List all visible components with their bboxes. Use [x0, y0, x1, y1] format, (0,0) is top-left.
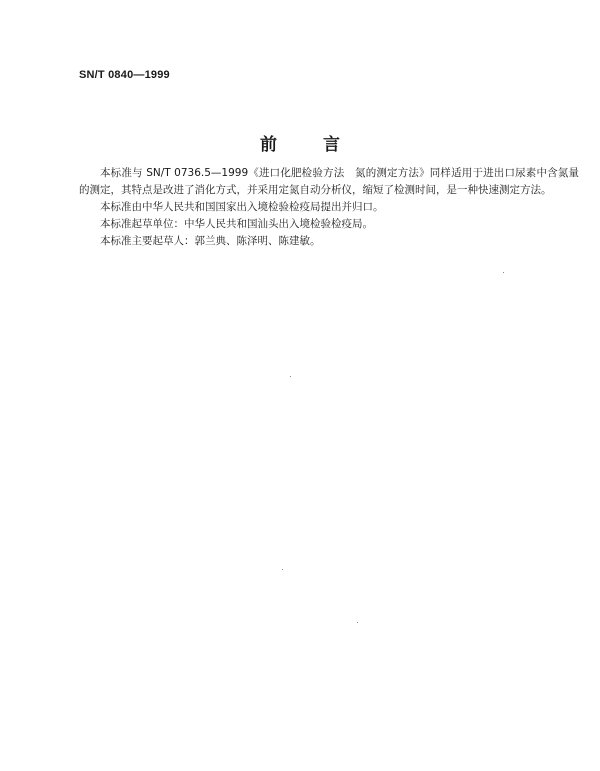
foreword-paragraph-drafters: 本标准主要起草人：郭兰典、陈泽明、陈建敏。 — [100, 235, 321, 247]
page-title — [0, 130, 600, 155]
title-char-1: 前 — [260, 135, 277, 155]
foreword-paragraph-proposer: 本标准由中华人民共和国国家出入境检验检疫局提出并归口。 — [100, 201, 384, 213]
scan-speck — [357, 622, 358, 623]
title-char-2: 言 — [323, 135, 340, 155]
scan-speck — [503, 272, 504, 273]
scan-speck — [282, 569, 283, 570]
standard-code: SN/T 0840—1999 — [79, 69, 170, 81]
scan-speck — [290, 376, 291, 377]
foreword-paragraph-drafting-unit: 本标准起草单位：中华人民共和国汕头出入境检验检疫局。 — [100, 218, 373, 230]
foreword-paragraph-scope: 本标准与 SN/T 0736.5—1999《进口化肥检验方法 氮的测定方法》同样适用于进出口尿素中含氮量的测定，其特点是改进了消化方式，并采用定氮自动分析仪，缩短了检测时间，是一种快速测定方法。 — [79, 167, 579, 196]
foreword-body — [79, 165, 579, 250]
